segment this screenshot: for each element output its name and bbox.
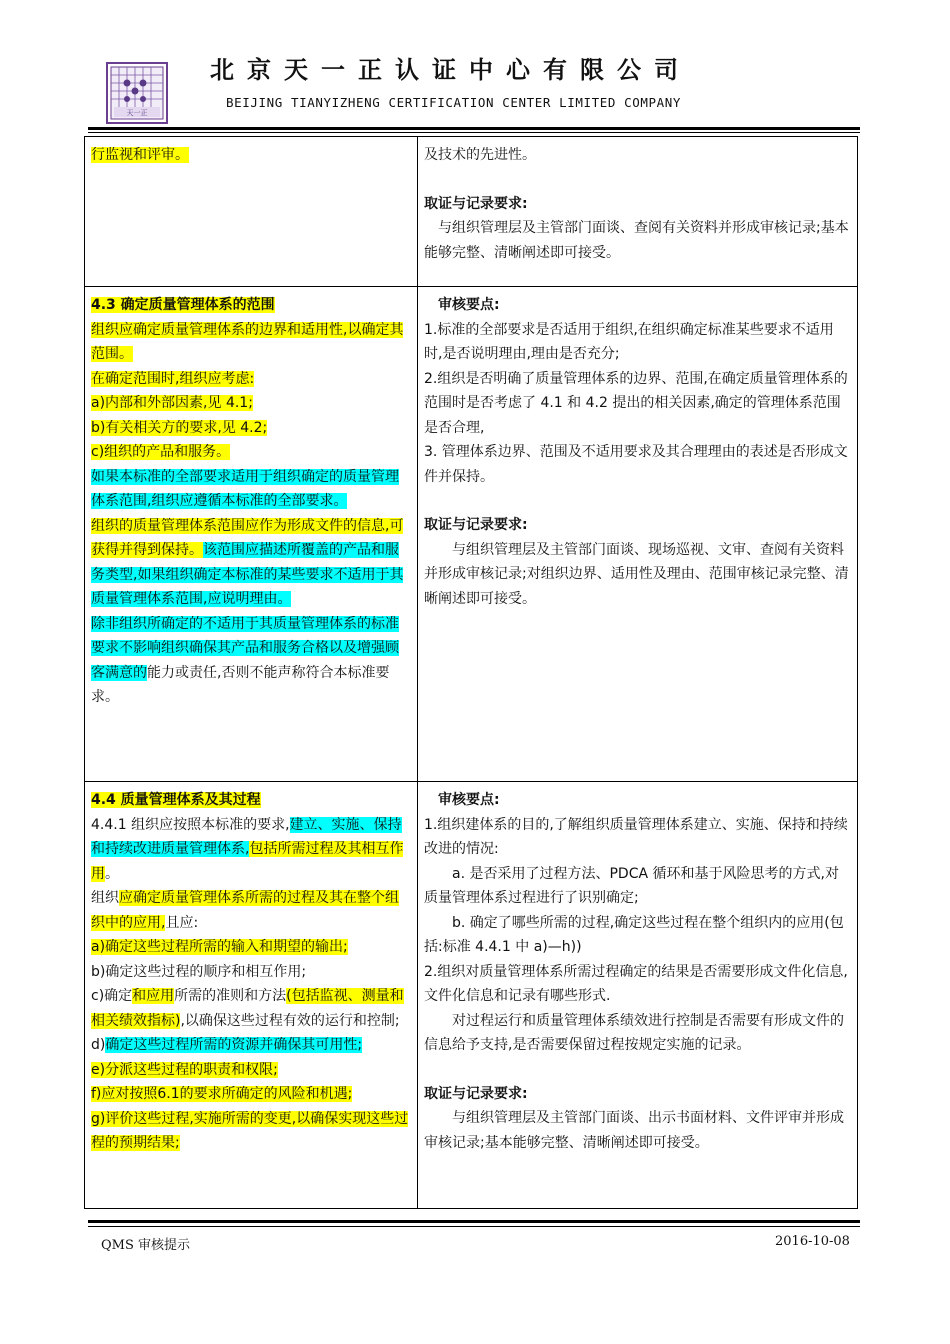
audit-point: 1.标准的全部要求是否适用于组织,在组织确定标准某些要求不适用时,是否说明理由,理由是否充分;	[424, 321, 834, 362]
clause-item-g: g)评价这些过程,实施所需的变更,以确保实现这些过程的预期结果;	[91, 1110, 409, 1151]
audit-point: a. 是否采用了过程方法、PDCA 循环和基于风险思考的方式,对质量管理体系过程进行了识别确定;	[424, 865, 839, 906]
footer-doc-name: QMS 审核提示	[101, 1238, 191, 1253]
table-row	[85, 287, 858, 782]
audit-point: 1.组织建体系的目的,了解组织质量管理体系建立、实施、保持和持续改进的情况:	[424, 816, 848, 857]
clause-text: 确定这些过程所需的资源并确保其可用性;	[105, 1037, 363, 1053]
clause-title: 4.3 确定质量管理体系的范围	[91, 297, 275, 313]
logo-text: 天一正	[126, 109, 148, 117]
table-row	[85, 137, 858, 287]
clause-text: 如果本标准的全部要求适用于组织确定的质量管理体系范围,组织应遵循本标准的全部要求。	[91, 468, 399, 509]
audit-point: b. 确定了哪些所需的过程,确定这些过程在整个组织内的应用(包括:标准 4.4.1 中 a)—h))	[424, 914, 844, 955]
logo-grid-icon	[108, 64, 166, 122]
footer-rule-thin	[88, 1226, 860, 1227]
table-row	[85, 782, 858, 1209]
evidence-text: 与组织管理层及主管部门面谈、查阅有关资料并形成审核记录;基本能够完整、清晰阐述即可接受。	[424, 220, 849, 261]
clause-item-a: a)确定这些过程所需的输入和期望的输出;	[91, 939, 348, 955]
clause-text: d)	[91, 1037, 106, 1053]
audit-cell	[418, 782, 858, 1209]
clause-text: 和应用	[132, 988, 175, 1004]
clause-text: 组织的质量管理体系范围应作为形成文件的信息,可获得并得到保持。	[91, 517, 404, 558]
clause-text: 组织应确定质量管理体系的边界和适用性,以确定其范围。	[91, 321, 404, 362]
footer-date: 2016-10-08	[775, 1234, 850, 1249]
page-header	[0, 0, 950, 130]
audit-point: 2.组织对质量管理体系所需过程确定的结果是否需要形成文件化信息,文件化信息和记录有哪些形式.	[424, 963, 848, 1004]
clause-item-e: e)分派这些过程的职责和权限;	[91, 1061, 278, 1078]
clause-item-c: c)组织的产品和服务。	[91, 444, 231, 460]
header-rule-thin	[88, 132, 860, 133]
clause-text: 能力或责任,否则不能声称符合本标准要求。	[91, 664, 390, 705]
footer-rule-thick	[88, 1220, 860, 1223]
audit-point: 2.组织是否明确了质量管理体系的边界、范围,在确定质量管理体系的范围时是否考虑了 4.1 和 4.2 提出的相关因素,确定的管理体系范围是否合理,	[424, 370, 848, 436]
clause-cell	[85, 287, 418, 782]
clause-text: 建立、实施、保持和持续改进质量管理体系,	[91, 816, 402, 857]
clause-item-b: b)确定这些过程的顺序和相互作用;	[91, 963, 307, 980]
clause-text: ,以确保这些过程有效的运行和控制;	[180, 1012, 400, 1029]
clause-item-f: f)应对按照6.1的要求所确定的风险和机遇;	[91, 1086, 353, 1102]
clause-text: 行监视和评审。	[91, 147, 189, 163]
clause-text: 该范围应描述所覆盖的产品和服务类型,如果组织确定本标准的某些要求不适用于其质量管理体系范围,应说明理由。	[91, 542, 404, 607]
clause-text: 在确定范围时,组织应考虑:	[91, 370, 255, 387]
company-name-cn: 北京天一正认证中心有限公司	[210, 55, 691, 84]
clause-cell	[85, 137, 418, 287]
clause-title: 4.4 质量管理体系及其过程	[91, 792, 261, 808]
clause-text: (包括监视、测量和相关绩效指标)	[91, 988, 404, 1029]
audit-point: 对过程运行和质量管理体系绩效进行控制是否需要有形成文件的信息给予支持,是否需要保留过程按规定实施的记录。	[424, 1012, 844, 1053]
clause-text: 应确定质量管理体系所需的过程及其在整个组织中的应用,	[91, 890, 399, 931]
company-logo	[106, 62, 168, 124]
audit-cell	[418, 137, 858, 287]
points-title: 审核要点:	[438, 297, 500, 313]
clause-text: c)确定	[91, 988, 133, 1004]
audit-cell	[418, 287, 858, 782]
clause-text: 4.4.1 组织应按照本标准的要求,	[91, 816, 290, 833]
clause-text: 所需的准则和方法	[174, 988, 287, 1004]
clause-text: 组织	[91, 890, 119, 906]
evidence-title: 取证与记录要求:	[424, 195, 528, 212]
audit-table	[84, 136, 858, 1209]
company-name-en: BEIJING TIANYIZHENG CERTIFICATION CENTER LIMITED COMPANY	[226, 95, 682, 110]
evidence-title: 取证与记录要求:	[424, 517, 528, 533]
evidence-title: 取证与记录要求:	[424, 1085, 528, 1102]
clause-cell	[85, 782, 418, 1209]
clause-text: 除非组织所确定的不适用于其质量管理体系的标准要求不影响组织确保其产品和服务合格以及增强顾客满意的	[91, 615, 399, 681]
evidence-text: 与组织管理层及主管部门面谈、出示书面材料、文件评审并形成审核记录;基本能够完整、清晰阐述即可接受。	[424, 1110, 844, 1151]
audit-point: 3. 管理体系边界、范围及不适用要求及其合理理由的表述是否形成文件并保持。	[424, 444, 848, 485]
clause-text: 包括所需过程及其相互作用	[91, 841, 404, 882]
clause-text: 且应:	[165, 914, 199, 931]
header-rule-thick	[88, 127, 860, 130]
points-title: 审核要点:	[438, 792, 500, 808]
evidence-text: 与组织管理层及主管部门面谈、现场巡视、文审、查阅有关资料并形成审核记录;对组织边界、适用性及理由、范围审核记录完整、清晰阐述即可接受。	[424, 541, 849, 607]
clause-text: 。	[105, 865, 119, 882]
audit-text: 及技术的先进性。	[424, 147, 536, 163]
clause-item-b: b)有关相关方的要求,见 4.2;	[91, 419, 268, 436]
clause-item-a: a)内部和外部因素,见 4.1;	[91, 395, 253, 411]
